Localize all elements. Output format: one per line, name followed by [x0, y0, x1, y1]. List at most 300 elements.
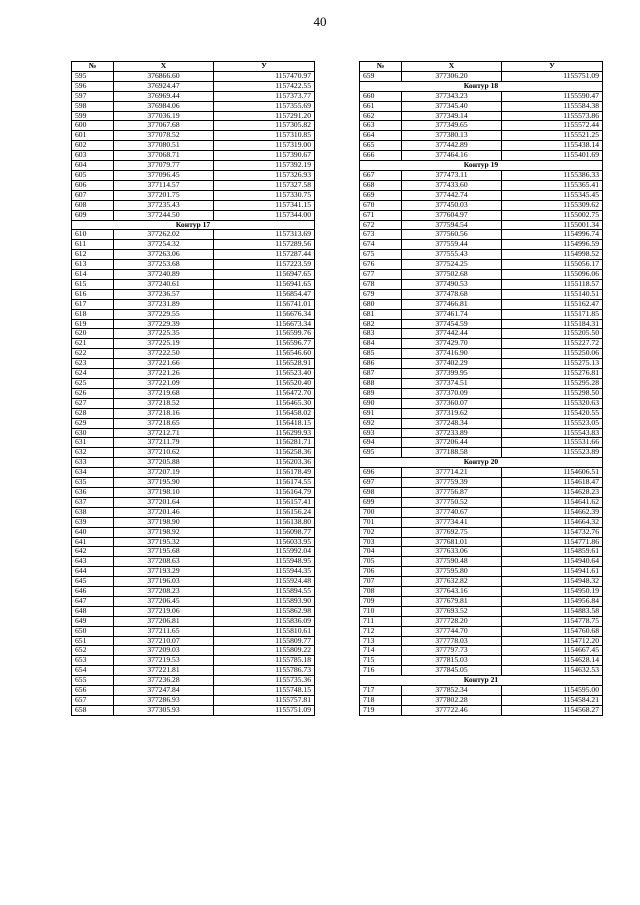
point-number: 641	[72, 537, 114, 547]
table-row	[360, 170, 603, 180]
point-number: 607	[72, 190, 114, 200]
x-value: 377211.79	[114, 438, 214, 448]
x-value: 377198.92	[114, 527, 214, 537]
y-value: 1155521.25	[502, 131, 603, 141]
table-row	[360, 428, 603, 438]
point-number: 610	[72, 230, 114, 240]
table-row	[72, 329, 315, 339]
x-value: 377212.71	[114, 428, 214, 438]
point-number: 704	[360, 547, 402, 557]
x-value: 377229.55	[114, 309, 214, 319]
x-value: 377244.50	[114, 210, 214, 220]
x-value: 377036.19	[114, 111, 214, 121]
point-number: 661	[360, 101, 402, 111]
point-number: 702	[360, 527, 402, 537]
point-number: 706	[360, 567, 402, 577]
y-value: 1154664.32	[502, 517, 603, 527]
x-value: 377555.43	[402, 250, 502, 260]
point-number: 623	[72, 359, 114, 369]
point-number: 598	[72, 101, 114, 111]
y-value: 1155162.47	[502, 299, 603, 309]
point-number: 625	[72, 379, 114, 389]
y-value: 1156546.60	[214, 349, 315, 359]
y-value: 1157305.82	[214, 121, 315, 131]
point-number: 711	[360, 616, 402, 626]
point-number: 645	[72, 577, 114, 587]
point-number: 611	[72, 240, 114, 250]
table-row	[360, 438, 603, 448]
point-number: 665	[360, 141, 402, 151]
table-row	[360, 537, 603, 547]
y-value: 1155276.81	[502, 369, 603, 379]
point-number: 621	[72, 339, 114, 349]
table-row	[360, 626, 603, 636]
y-value: 1157319.00	[214, 141, 315, 151]
point-number: 615	[72, 279, 114, 289]
point-number: 600	[72, 121, 114, 131]
table-header-row	[360, 62, 603, 72]
table-row	[72, 567, 315, 577]
x-value: 377096.45	[114, 170, 214, 180]
point-number: 612	[72, 250, 114, 260]
table-row	[72, 379, 315, 389]
table-row	[72, 359, 315, 369]
table-row	[72, 577, 315, 587]
y-value: 1155275.13	[502, 359, 603, 369]
y-value: 1157313.69	[214, 230, 315, 240]
table-row	[72, 616, 315, 626]
table-row	[360, 101, 603, 111]
x-value: 377195.68	[114, 547, 214, 557]
table-row	[360, 656, 603, 666]
point-number: 656	[72, 686, 114, 696]
x-value: 377852.34	[402, 686, 502, 696]
x-value: 377343.23	[402, 91, 502, 101]
x-value: 377466.81	[402, 299, 502, 309]
y-value: 1154641.62	[502, 497, 603, 507]
point-number: 632	[72, 448, 114, 458]
table-row	[72, 438, 315, 448]
x-value: 377815.03	[402, 656, 502, 666]
x-value: 377219.68	[114, 388, 214, 398]
table-row	[72, 81, 315, 91]
point-number: 671	[360, 210, 402, 220]
x-value: 377221.81	[114, 666, 214, 676]
y-value: 1154584.21	[502, 696, 603, 706]
point-number: 634	[72, 468, 114, 478]
x-value: 377286.93	[114, 696, 214, 706]
x-value: 377222.50	[114, 349, 214, 359]
table-row	[360, 408, 603, 418]
x-value: 377221.26	[114, 369, 214, 379]
point-number: 696	[360, 468, 402, 478]
point-number: 679	[360, 289, 402, 299]
point-number: 647	[72, 596, 114, 606]
x-value: 377218.65	[114, 418, 214, 428]
x-value: 377802.28	[402, 696, 502, 706]
x-value: 377604.97	[402, 210, 502, 220]
table-row	[72, 705, 315, 715]
x-value: 377262.02	[114, 230, 214, 240]
y-value: 1154940.64	[502, 557, 603, 567]
point-number: 716	[360, 666, 402, 676]
y-value: 1154771.86	[502, 537, 603, 547]
point-number: 683	[360, 329, 402, 339]
y-value: 1156174.55	[214, 478, 315, 488]
y-value: 1156156.24	[214, 507, 315, 517]
y-value: 1155862.98	[214, 606, 315, 616]
y-value: 1154998.52	[502, 250, 603, 260]
y-value: 1155751.09	[502, 71, 603, 81]
table-row	[72, 537, 315, 547]
y-value: 1154950.19	[502, 587, 603, 597]
table-row	[360, 329, 603, 339]
table-row	[360, 547, 603, 557]
x-value: 377643.16	[402, 587, 502, 597]
x-value: 377263.06	[114, 250, 214, 260]
x-value: 377205.88	[114, 458, 214, 468]
point-number: 677	[360, 270, 402, 280]
x-value: 377247.84	[114, 686, 214, 696]
table-row	[360, 567, 603, 577]
x-value: 377218.16	[114, 408, 214, 418]
point-number: 714	[360, 646, 402, 656]
x-value: 377370.09	[402, 388, 502, 398]
x-value: 377349.65	[402, 121, 502, 131]
table-row	[72, 230, 315, 240]
y-value: 1155205.50	[502, 329, 603, 339]
x-value: 377429.70	[402, 339, 502, 349]
y-value: 1155893.90	[214, 596, 315, 606]
table-row	[360, 279, 603, 289]
table-row	[72, 428, 315, 438]
y-value: 1155785.18	[214, 656, 315, 666]
x-value: 377442.89	[402, 141, 502, 151]
x-value: 377206.45	[114, 596, 214, 606]
header-x: X	[114, 62, 214, 72]
y-value: 1156599.76	[214, 329, 315, 339]
table-row	[360, 507, 603, 517]
y-value: 1156178.49	[214, 468, 315, 478]
point-number: 660	[360, 91, 402, 101]
point-number: 651	[72, 636, 114, 646]
table-row	[360, 250, 603, 260]
x-value: 377231.89	[114, 299, 214, 309]
table-row	[360, 121, 603, 131]
section-title: Контур 17	[72, 220, 315, 230]
point-number: 699	[360, 497, 402, 507]
x-value: 377399.95	[402, 369, 502, 379]
section-title: Контур 20	[360, 458, 603, 468]
point-number: 676	[360, 260, 402, 270]
table-row	[72, 636, 315, 646]
y-value: 1155531.66	[502, 438, 603, 448]
y-value: 1155751.09	[214, 705, 315, 715]
y-value: 1156676.34	[214, 309, 315, 319]
table-row	[360, 309, 603, 319]
table-row	[72, 547, 315, 557]
x-value: 377253.68	[114, 260, 214, 270]
y-value: 1155523.89	[502, 448, 603, 458]
table-row	[72, 170, 315, 180]
table-row	[360, 131, 603, 141]
x-value: 377080.51	[114, 141, 214, 151]
table-row	[72, 478, 315, 488]
point-number: 638	[72, 507, 114, 517]
y-value: 1157390.67	[214, 151, 315, 161]
table-row	[360, 289, 603, 299]
y-value: 1155250.06	[502, 349, 603, 359]
y-value: 1156596.77	[214, 339, 315, 349]
point-number: 642	[72, 547, 114, 557]
table-row	[360, 557, 603, 567]
table-row	[360, 497, 603, 507]
table-row	[72, 468, 315, 478]
point-number: 689	[360, 388, 402, 398]
table-row	[360, 339, 603, 349]
point-number: 657	[72, 696, 114, 706]
table-row	[72, 190, 315, 200]
x-value: 377201.64	[114, 497, 214, 507]
y-value: 1155992.04	[214, 547, 315, 557]
x-value: 377845.05	[402, 666, 502, 676]
y-value: 1157223.59	[214, 260, 315, 270]
y-value: 1157355.69	[214, 101, 315, 111]
x-value: 377206.81	[114, 616, 214, 626]
y-value: 1157341.15	[214, 200, 315, 210]
section-row	[72, 220, 315, 230]
y-value: 1155298.50	[502, 388, 603, 398]
table-row	[360, 686, 603, 696]
y-value: 1154956.84	[502, 596, 603, 606]
y-value: 1156203.36	[214, 458, 315, 468]
point-number: 690	[360, 398, 402, 408]
y-value: 1155140.51	[502, 289, 603, 299]
table-row	[360, 448, 603, 458]
x-value: 377728.20	[402, 616, 502, 626]
x-value: 377590.48	[402, 557, 502, 567]
x-value: 377067.68	[114, 121, 214, 131]
point-number: 629	[72, 418, 114, 428]
section-row	[360, 81, 603, 91]
x-value: 377208.23	[114, 587, 214, 597]
table-row	[72, 557, 315, 567]
y-value: 1155001.34	[502, 220, 603, 230]
table-row	[360, 646, 603, 656]
x-value: 377681.01	[402, 537, 502, 547]
table-row	[360, 478, 603, 488]
point-number: 599	[72, 111, 114, 121]
x-value: 377442.44	[402, 329, 502, 339]
table-row	[72, 319, 315, 329]
y-value: 1155810.61	[214, 626, 315, 636]
point-number: 659	[360, 71, 402, 81]
point-number: 698	[360, 487, 402, 497]
y-value: 1155948.95	[214, 557, 315, 567]
y-value: 1155748.15	[214, 686, 315, 696]
x-value: 377225.35	[114, 329, 214, 339]
table-row	[72, 200, 315, 210]
y-value: 1156418.15	[214, 418, 315, 428]
x-value: 377559.44	[402, 240, 502, 250]
x-value: 377740.67	[402, 507, 502, 517]
x-value: 377345.40	[402, 101, 502, 111]
point-number: 717	[360, 686, 402, 696]
table-row	[360, 319, 603, 329]
table-row	[360, 388, 603, 398]
point-number: 662	[360, 111, 402, 121]
table-row	[360, 190, 603, 200]
y-value: 1154941.61	[502, 567, 603, 577]
point-number: 700	[360, 507, 402, 517]
x-value: 377756.87	[402, 487, 502, 497]
point-number: 618	[72, 309, 114, 319]
y-value: 1155002.75	[502, 210, 603, 220]
x-value: 377209.03	[114, 646, 214, 656]
table-row	[360, 517, 603, 527]
point-number: 596	[72, 81, 114, 91]
y-value: 1154618.47	[502, 478, 603, 488]
point-number: 613	[72, 260, 114, 270]
point-number: 680	[360, 299, 402, 309]
y-value: 1155386.33	[502, 170, 603, 180]
table-row	[360, 705, 603, 715]
table-row	[360, 596, 603, 606]
x-value: 377374.51	[402, 379, 502, 389]
table-row	[72, 71, 315, 81]
header-x: X	[402, 62, 502, 72]
x-value: 377248.34	[402, 418, 502, 428]
y-value: 1156520.40	[214, 379, 315, 389]
table-row	[360, 487, 603, 497]
x-value: 377778.03	[402, 636, 502, 646]
table-row	[72, 587, 315, 597]
y-value: 1155809.22	[214, 646, 315, 656]
table-row	[360, 111, 603, 121]
table-row	[360, 369, 603, 379]
point-number: 609	[72, 210, 114, 220]
point-number: 686	[360, 359, 402, 369]
header-number: №	[360, 62, 402, 72]
y-value: 1155836.09	[214, 616, 315, 626]
y-value: 1154996.74	[502, 230, 603, 240]
point-number: 669	[360, 190, 402, 200]
y-value: 1156854.47	[214, 289, 315, 299]
x-value: 377221.66	[114, 359, 214, 369]
y-value: 1157470.97	[214, 71, 315, 81]
x-value: 377240.89	[114, 270, 214, 280]
point-number: 682	[360, 319, 402, 329]
x-value: 377502.68	[402, 270, 502, 280]
point-number: 620	[72, 329, 114, 339]
table-row	[360, 587, 603, 597]
x-value: 377218.52	[114, 398, 214, 408]
x-value: 377380.13	[402, 131, 502, 141]
y-value: 1154760.68	[502, 626, 603, 636]
point-number: 617	[72, 299, 114, 309]
x-value: 377454.59	[402, 319, 502, 329]
x-value: 377306.20	[402, 71, 502, 81]
table-row	[360, 180, 603, 190]
y-value: 1157326.93	[214, 170, 315, 180]
x-value: 377208.63	[114, 557, 214, 567]
y-value: 1157422.55	[214, 81, 315, 91]
table-row	[72, 210, 315, 220]
point-number: 692	[360, 418, 402, 428]
section-row	[360, 458, 603, 468]
point-number: 648	[72, 606, 114, 616]
x-value: 377211.65	[114, 626, 214, 636]
y-value: 1155573.86	[502, 111, 603, 121]
table-row	[360, 349, 603, 359]
point-number: 691	[360, 408, 402, 418]
table-row	[360, 527, 603, 537]
x-value: 377595.80	[402, 567, 502, 577]
table-row	[72, 666, 315, 676]
x-value: 377744.70	[402, 626, 502, 636]
page-number: 40	[313, 14, 327, 29]
table-row	[72, 458, 315, 468]
table-row	[72, 111, 315, 121]
point-number: 636	[72, 487, 114, 497]
x-value: 377188.58	[402, 448, 502, 458]
section-title: Контур 19	[360, 161, 603, 171]
table-row	[72, 507, 315, 517]
table-row	[72, 349, 315, 359]
x-value: 377221.09	[114, 379, 214, 389]
x-value: 377254.32	[114, 240, 214, 250]
x-value: 377450.03	[402, 200, 502, 210]
x-value: 377524.25	[402, 260, 502, 270]
y-value: 1155420.55	[502, 408, 603, 418]
point-number: 655	[72, 676, 114, 686]
y-value: 1157392.19	[214, 161, 315, 171]
y-value: 1154606.51	[502, 468, 603, 478]
x-value: 377478.68	[402, 289, 502, 299]
y-value: 1154778.75	[502, 616, 603, 626]
point-number: 693	[360, 428, 402, 438]
table-row	[72, 309, 315, 319]
table-row	[72, 398, 315, 408]
x-value: 377193.29	[114, 567, 214, 577]
x-value: 377714.21	[402, 468, 502, 478]
point-number: 672	[360, 220, 402, 230]
point-number: 605	[72, 170, 114, 180]
point-number: 652	[72, 646, 114, 656]
x-value: 377416.90	[402, 349, 502, 359]
section-row	[360, 676, 603, 686]
point-number: 654	[72, 666, 114, 676]
y-value: 1155345.45	[502, 190, 603, 200]
x-value: 377632.82	[402, 577, 502, 587]
y-value: 1157289.56	[214, 240, 315, 250]
table-row	[360, 220, 603, 230]
table-row	[72, 131, 315, 141]
point-number: 668	[360, 180, 402, 190]
y-value: 1154632.53	[502, 666, 603, 676]
table-row	[360, 91, 603, 101]
table-row	[72, 299, 315, 309]
y-value: 1157344.00	[214, 210, 315, 220]
point-number: 670	[360, 200, 402, 210]
point-number: 639	[72, 517, 114, 527]
x-value: 377210.07	[114, 636, 214, 646]
x-value: 377473.11	[402, 170, 502, 180]
x-value: 377079.77	[114, 161, 214, 171]
point-number: 664	[360, 131, 402, 141]
table-row	[72, 141, 315, 151]
y-value: 1156098.77	[214, 527, 315, 537]
